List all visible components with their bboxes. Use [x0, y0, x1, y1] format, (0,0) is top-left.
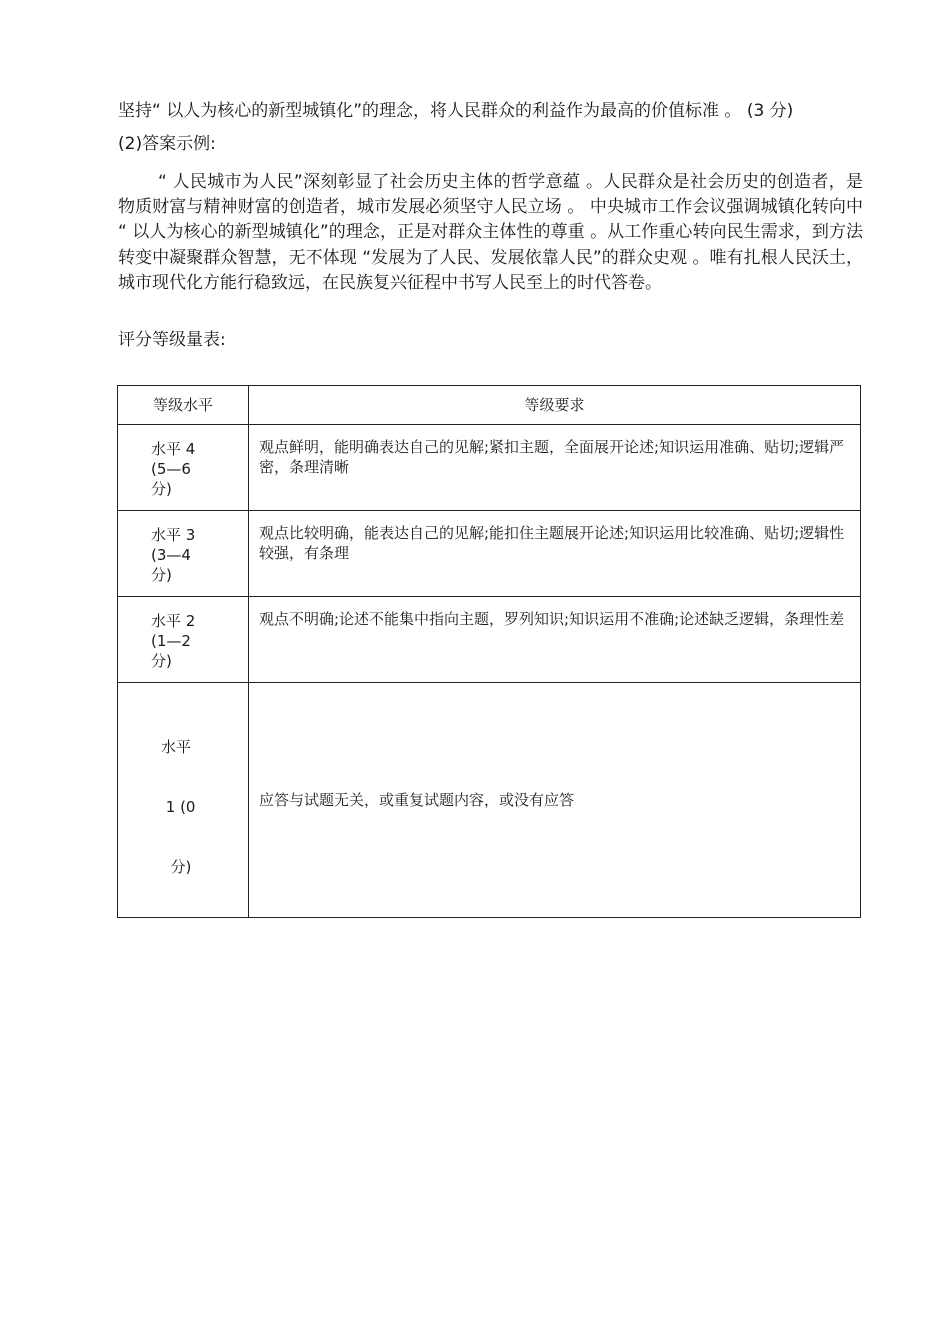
header-level: 等级水平 — [118, 386, 249, 425]
level-unit: 分) — [151, 480, 172, 498]
level-cell — [118, 683, 249, 918]
requirement-cell: 观点不明确;论述不能集中指向主题，罗列知识;知识运用不准确;论述缺乏逻辑，条理性差 — [249, 597, 861, 683]
level-unit: 分) — [151, 566, 172, 584]
level-range: (3—4 — [151, 546, 191, 564]
requirement-cell: 观点比较明确，能表达自己的见解;能扣住主题展开论述;知识运用比较准确、贴切;逻辑性较强，有条理 — [249, 511, 861, 597]
level-unit: 分) — [161, 858, 192, 876]
table-row — [118, 597, 861, 683]
level-cell — [118, 425, 249, 511]
requirement-cell: 应答与试题无关，或重复试题内容，或没有应答 — [249, 683, 861, 918]
rubric-table — [117, 385, 861, 918]
table-row — [118, 511, 861, 597]
table-row — [118, 425, 861, 511]
level-name: 水平 — [161, 738, 192, 756]
answer-heading: (2)答案示例: — [118, 134, 216, 154]
header-requirement: 等级要求 — [249, 386, 861, 425]
intro-line: 坚持“ 以人为核心的新型城镇化”的理念，将人民群众的利益作为最高的价值标准 。 (3 分) — [118, 101, 794, 121]
level-cell — [118, 597, 249, 683]
level-name: 水平 4 — [151, 440, 196, 458]
table-header-row — [118, 386, 861, 425]
level-range: (5—6 — [151, 460, 191, 478]
answer-paragraph: “ 人民城市为人民”深刻彰显了社会历史主体的哲学意蕴 。人民群众是社会历史的创造者，是物质财富与精神财富的创造者，城市发展必须坚守人民立场 。 中央城市工作会议强调城镇化转向中 “ 以人为核心的新型城镇化”的理念，正是对群众主体性的尊重 。从工作重心转向民生需求，到方法转变中凝聚群众智慧，无不体现 “发展为了人民、发展依靠人民”的群众史观 。唯有扎根人民沃土，城市现代化方能行稳致远，在民族复兴征程中书写人民至上的时代答卷。 — [118, 172, 863, 293]
requirement-cell: 观点鲜明，能明确表达自己的见解;紧扣主题，全面展开论述;知识运用准确、贴切;逻辑严密，条理清晰 — [249, 425, 861, 511]
level-unit: 分) — [151, 652, 172, 670]
level-range: (1—2 — [151, 632, 191, 650]
level-cell — [118, 511, 249, 597]
level-name: 水平 3 — [151, 526, 196, 544]
table-row — [118, 683, 861, 918]
rubric-title: 评分等级量表: — [118, 330, 226, 350]
level-name: 水平 2 — [151, 612, 196, 630]
level-range: 1 (0 — [161, 798, 196, 816]
